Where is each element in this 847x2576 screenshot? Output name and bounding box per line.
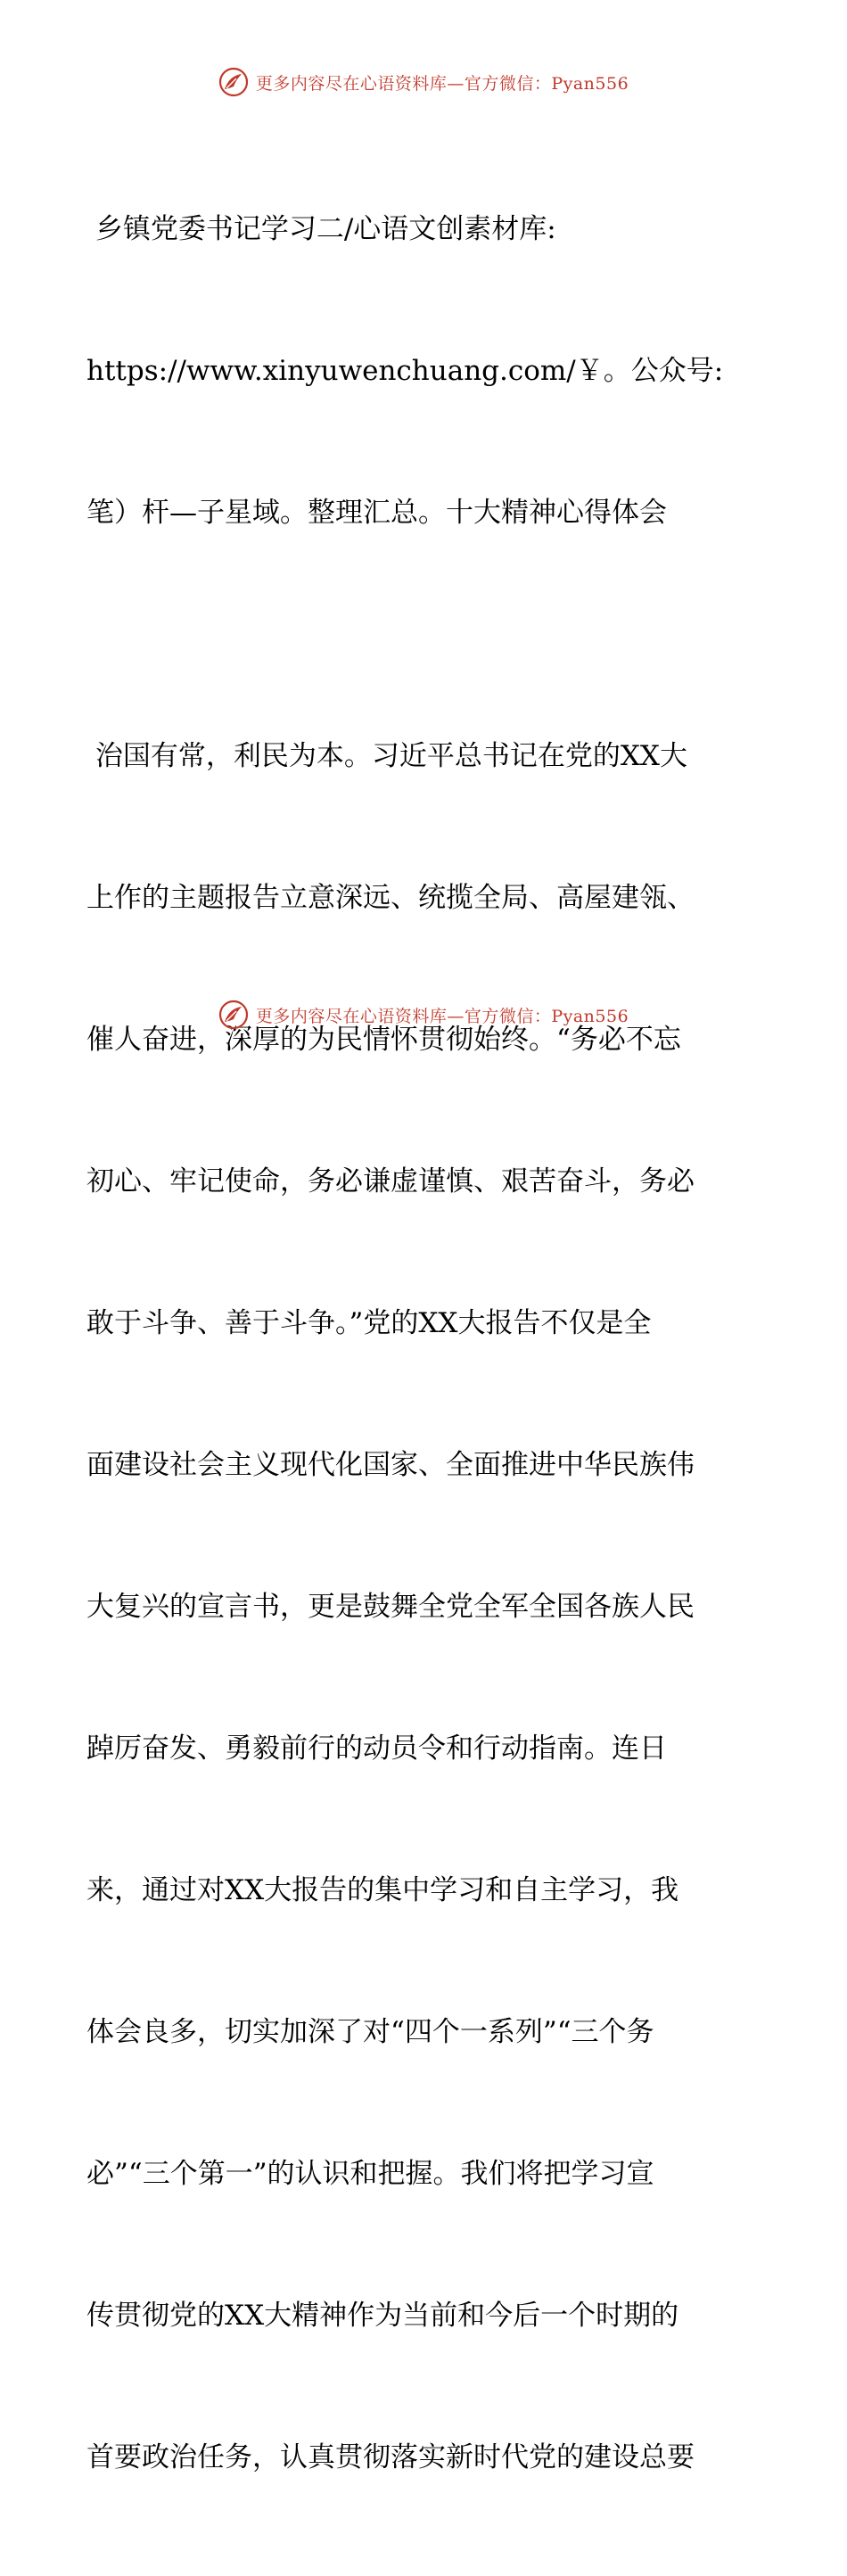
title-line: 笔）杆—子星域。整理汇总。十大精神心得体会 <box>86 497 667 529</box>
body-line: 大复兴的宣言书，更是鼓舞全党全军全国各族人民 <box>86 1591 695 1623</box>
wechat-id: Pyan556 <box>551 73 629 94</box>
banner-text: 更多内容尽在心语资料库—官方微信：Pyan556 <box>255 73 629 94</box>
body-line: 催人奋进，深厚的为民情怀贯彻始终。“务必不忘 <box>86 1024 681 1056</box>
footer-banner <box>0 997 847 1033</box>
title-line: https://www.xinyuwenchuang.com/￥。公众号: <box>86 355 724 387</box>
wechat-id: Pyan556 <box>551 1006 629 1026</box>
body-line: 必”“三个第一”的认识和把握。我们将把学习宣 <box>86 2158 654 2190</box>
body-line: 初心、牢记使命，务必谦虚谨慎、艰苦奋斗，务必 <box>86 1165 695 1197</box>
document-content <box>86 111 764 2576</box>
pen-logo-icon <box>218 1000 249 1030</box>
body-line: 传贯彻党的XX大精神作为当前和今后一个时期的 <box>86 2300 679 2332</box>
body-line: 踔厉奋发、勇毅前行的动员令和行动指南。连日 <box>86 1732 667 1765</box>
body-line: 上作的主题报告立意深远、统揽全局、高屋建瓴、 <box>86 882 695 914</box>
title-line: 乡镇党委书记学习二/心语文创素材库: <box>86 213 556 245</box>
header-banner <box>0 64 847 100</box>
body-line: 来，通过对XX大报告的集中学习和自主学习，我 <box>86 1874 679 1906</box>
body-line: 面建设社会主义现代化国家、全面推进中华民族伟 <box>86 1449 695 1481</box>
document-title <box>86 111 764 631</box>
body-line: 治国有常，利民为本。习近平总书记在党的XX大 <box>86 740 687 772</box>
body-line: 敢于斗争、善于斗争。”党的XX大报告不仅是全 <box>86 1307 652 1339</box>
body-paragraph <box>86 638 764 2576</box>
banner-text: 更多内容尽在心语资料库—官方微信：Pyan556 <box>255 1006 629 1026</box>
body-line: 首要政治任务，认真贯彻落实新时代党的建设总要 <box>86 2441 695 2473</box>
pen-logo-icon <box>218 67 249 97</box>
body-line: 体会良多，切实加深了对“四个一系列”“三个务 <box>86 2016 654 2048</box>
